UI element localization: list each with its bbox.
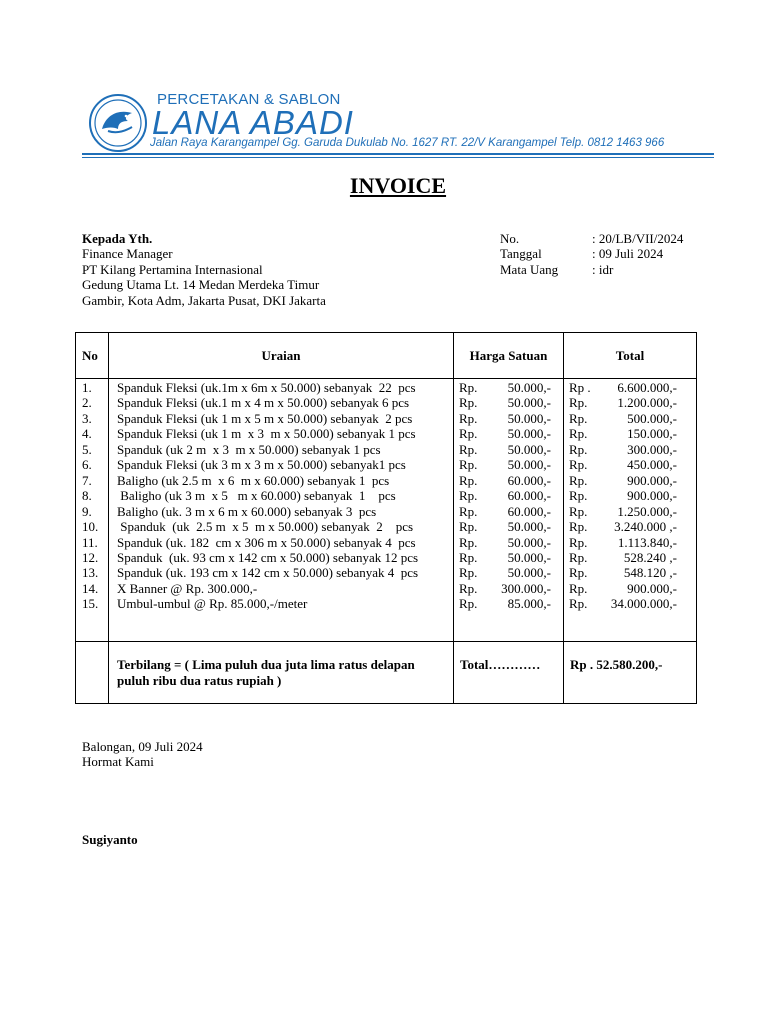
row-total-currency: Rp.: [569, 565, 588, 581]
letterhead-rule: [82, 153, 714, 155]
recipient-block: [82, 231, 326, 308]
row-total: 1.250.000,-: [617, 503, 677, 519]
row-price: 60.000,-: [507, 488, 551, 504]
row-price: 50.000,-: [507, 534, 551, 550]
row-desc: Spanduk (uk. 182 cm x 306 m x 50.000) sebanyak 4 pcs: [117, 534, 416, 550]
row-total-currency: Rp.: [569, 410, 588, 426]
total-label: Total…………: [460, 657, 541, 672]
row-price-currency: Rp.: [459, 565, 478, 581]
row-desc: Baligho (uk 3 m x 5 m x 60.000) sebanyak 1 pcs: [117, 488, 396, 504]
row-price: 300.000,-: [501, 580, 551, 596]
letterhead-subtitle: PERCETAKAN & SABLON: [157, 91, 341, 108]
row-no: 1.: [82, 380, 92, 395]
col-header-desc: Uraian: [261, 348, 301, 363]
row-desc: Spanduk (uk 2 m x 3 m x 50.000) sebanyak 1 pcs: [117, 441, 381, 457]
row-total: 300.000,-: [627, 441, 677, 457]
row-price-currency: Rp.: [459, 596, 478, 612]
row-no: 3.: [82, 410, 92, 426]
row-price-currency: Rp.: [459, 380, 478, 395]
col-header-price: Harga Satuan: [469, 348, 548, 363]
row-total: 900.000,-: [627, 488, 677, 504]
row-total: 1.113.840,-: [617, 534, 677, 550]
row-price: 50.000,-: [507, 549, 551, 565]
row-price: 50.000,-: [507, 519, 551, 535]
row-total-currency: Rp.: [569, 503, 588, 519]
row-total-currency: Rp.: [569, 534, 588, 550]
row-desc: X Banner @ Rp. 300.000,-: [117, 580, 258, 596]
place-date: Balongan, 09 Juli 2024: [82, 739, 203, 754]
row-desc: Spanduk Fleksi (uk.1 m x 4 m x 50.000) sebanyak 6 pcs: [117, 395, 410, 411]
terbilang-text: Terbilang = ( Lima puluh dua juta lima ratus delapan puluh ribu dua ratus rupiah ): [117, 657, 415, 688]
row-total-currency: Rp.: [569, 472, 588, 488]
row-desc: Spanduk (uk 2.5 m x 5 m x 50.000) sebanyak 2 pcs: [117, 519, 414, 535]
row-price-currency: Rp.: [459, 519, 478, 535]
row-total-currency: Rp.: [569, 580, 588, 596]
row-total: 1.200.000,-: [617, 395, 677, 411]
row-desc: Spanduk (uk. 193 cm x 142 cm x 50.000) sebanyak 4 pcs: [117, 565, 419, 581]
company-name: LANA ABADI: [152, 104, 354, 141]
invoice-table: [75, 332, 697, 704]
row-total: 6.600.000,-: [617, 380, 677, 395]
row-price-currency: Rp.: [459, 472, 478, 488]
row-price-currency: Rp.: [459, 441, 478, 457]
row-total-currency: Rp.: [569, 519, 588, 535]
row-no: 12.: [82, 549, 99, 565]
meta-label: Mata Uang: [500, 261, 559, 277]
row-total-currency: Rp.: [569, 426, 588, 442]
row-price-currency: Rp.: [459, 457, 478, 473]
row-desc: Baligho (uk. 3 m x 6 m x 60.000) sebanyak 3 pcs: [117, 503, 377, 519]
row-price-currency: Rp.: [459, 580, 478, 596]
row-desc: Spanduk Fleksi (uk 1 m x 3 m x 50.000) sebanyak 1 pcs: [117, 426, 416, 442]
document-title: INVOICE: [349, 173, 447, 198]
row-total-currency: Rp.: [569, 457, 588, 473]
row-price-currency: Rp.: [459, 534, 478, 550]
col-header-total: Total: [615, 348, 645, 363]
row-price: 50.000,-: [507, 395, 551, 411]
company-address: Jalan Raya Karangampel Gg. Garuda Dukulab No. 1627 RT. 22/V Karangampel Telp. 0812 1463 966: [150, 137, 665, 149]
row-total: 500.000,-: [627, 410, 677, 426]
row-total-currency: Rp.: [569, 488, 588, 504]
row-total-currency: Rp.: [569, 549, 588, 565]
row-total-currency: Rp.: [569, 596, 588, 612]
row-desc: Spanduk Fleksi (uk 3 m x 3 m x 50.000) sebanyak1 pcs: [117, 457, 406, 473]
row-price-currency: Rp.: [459, 426, 478, 442]
row-no: 2.: [82, 395, 92, 411]
row-price: 50.000,-: [507, 457, 551, 473]
row-price: 85.000,-: [507, 596, 551, 612]
row-total: 528.240 ,-: [623, 549, 677, 565]
row-price: 50.000,-: [507, 441, 551, 457]
row-no: 10.: [82, 519, 99, 535]
row-total-currency: Rp .: [569, 380, 591, 395]
row-desc: Spanduk Fleksi (uk 1 m x 5 m x 50.000) sebanyak 2 pcs: [117, 410, 413, 426]
row-total: 3.240.000 ,-: [614, 519, 677, 535]
row-no: 6.: [82, 457, 92, 473]
row-price: 60.000,-: [507, 472, 551, 488]
row-no: 15.: [82, 596, 99, 612]
grand-total: Rp . 52.580.200,-: [570, 657, 663, 672]
row-price-currency: Rp.: [459, 410, 478, 426]
row-no: 14.: [82, 580, 99, 596]
row-total: 900.000,-: [627, 580, 677, 596]
meta-label: Tanggal: [500, 246, 542, 262]
row-price-currency: Rp.: [459, 503, 478, 519]
row-no: 5.: [82, 441, 92, 457]
meta-value: : 20/LB/VII/2024: [592, 231, 684, 246]
row-no: 8.: [82, 488, 92, 504]
row-total-currency: Rp.: [569, 395, 588, 411]
row-total: 450.000,-: [627, 457, 677, 473]
row-price-currency: Rp.: [459, 549, 478, 565]
meta-value: : idr: [592, 261, 614, 277]
row-desc: Spanduk (uk. 93 cm x 142 cm x 50.000) sebanyak 12 pcs: [117, 549, 419, 565]
meta-label: No.: [500, 231, 520, 246]
col-header-no: No: [82, 348, 98, 363]
row-price: 50.000,-: [507, 380, 551, 395]
invoice-meta: [500, 231, 684, 277]
meta-value: : 09 Juli 2024: [592, 246, 664, 262]
recipient-line: Gedung Utama Lt. 14 Medan Merdeka Timur: [82, 277, 320, 293]
signer-name: Sugiyanto: [82, 832, 138, 847]
row-total: 548.120 ,-: [623, 565, 677, 581]
letterhead-rule-thin: [82, 157, 714, 158]
regards: Hormat Kami: [82, 754, 154, 769]
recipient-line: Finance Manager: [82, 246, 173, 262]
row-total: 900.000,-: [627, 472, 677, 488]
recipient-salutation: Kepada Yth.: [82, 231, 153, 246]
recipient-line: Gambir, Kota Adm, Jakarta Pusat, DKI Jakarta: [82, 292, 326, 308]
row-desc: Baligho (uk 2.5 m x 6 m x 60.000) sebanyak 1 pcs: [117, 472, 390, 488]
row-no: 7.: [82, 472, 92, 488]
row-no: 9.: [82, 503, 92, 519]
row-desc: Spanduk Fleksi (uk.1m x 6m x 50.000) sebanyak 22 pcs: [117, 380, 416, 395]
row-total-currency: Rp.: [569, 441, 588, 457]
row-price-currency: Rp.: [459, 395, 478, 411]
row-desc: Umbul-umbul @ Rp. 85.000,-/meter: [117, 596, 308, 612]
row-price: 60.000,-: [507, 503, 551, 519]
row-total: 150.000,-: [627, 426, 677, 442]
row-price: 50.000,-: [507, 426, 551, 442]
row-total: 34.000.000,-: [610, 596, 677, 612]
row-price-currency: Rp.: [459, 488, 478, 504]
recipient-line: PT Kilang Pertamina Internasional: [82, 261, 263, 277]
row-price: 50.000,-: [507, 565, 551, 581]
row-no: 11.: [82, 534, 98, 550]
company-logo: [88, 93, 148, 153]
row-no: 13.: [82, 565, 99, 581]
row-price: 50.000,-: [507, 410, 551, 426]
row-no: 4.: [82, 426, 92, 442]
